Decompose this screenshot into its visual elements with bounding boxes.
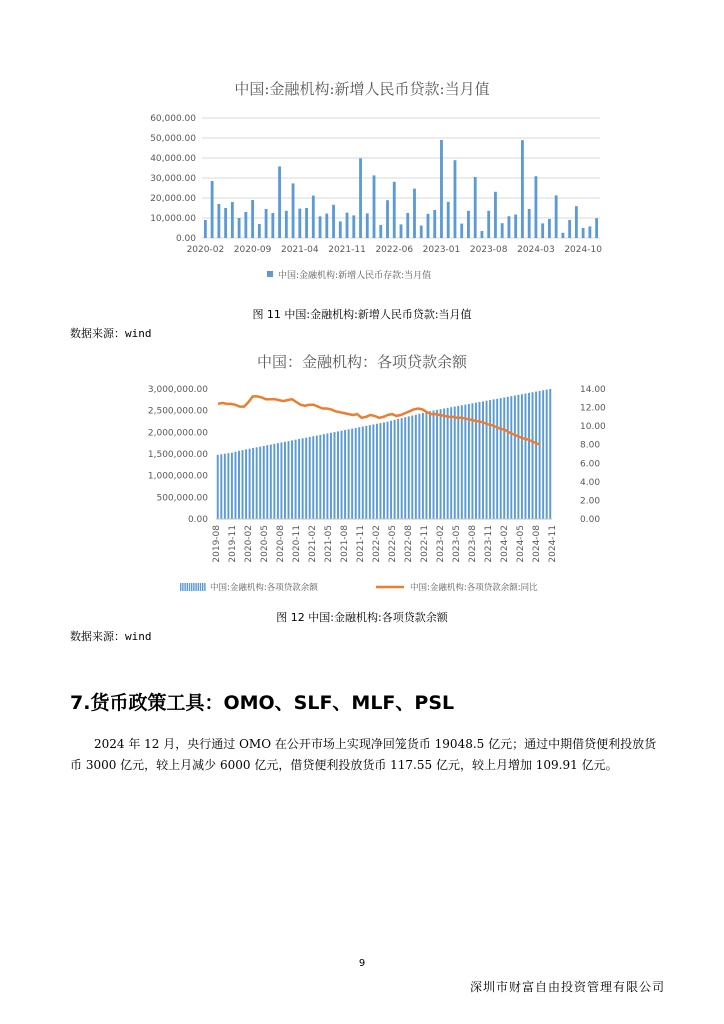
x-tick-label: 2022-11 bbox=[420, 525, 430, 563]
legend-swatch-bar bbox=[193, 583, 194, 591]
bar bbox=[422, 413, 424, 519]
bar bbox=[330, 433, 332, 519]
bar bbox=[549, 389, 551, 519]
bar bbox=[447, 408, 449, 519]
bar bbox=[280, 442, 282, 519]
bar bbox=[227, 453, 229, 519]
legend-label: 中国:金融机构:各项贷款余额:同比 bbox=[410, 583, 538, 593]
bar bbox=[373, 175, 376, 238]
y2-tick-label: 14.00 bbox=[580, 385, 606, 395]
bar bbox=[369, 425, 371, 519]
x-tick-label: 2020-09 bbox=[233, 245, 272, 255]
bar bbox=[231, 202, 234, 238]
bar bbox=[288, 441, 290, 519]
y2-tick-label: 12.00 bbox=[580, 403, 606, 414]
y-tick-label: 0.00 bbox=[175, 234, 196, 244]
bar bbox=[231, 453, 233, 519]
x-tick-label: 2021-11 bbox=[356, 525, 366, 563]
bar bbox=[481, 231, 484, 238]
y-tick-label: 1,000,000.00 bbox=[147, 471, 208, 482]
bar bbox=[461, 405, 463, 519]
bar bbox=[284, 442, 286, 519]
bar bbox=[242, 450, 244, 519]
bar bbox=[259, 447, 261, 519]
bar bbox=[541, 223, 544, 238]
x-tick-label: 2024-02 bbox=[500, 525, 510, 563]
y-tick-label: 40,000.00 bbox=[150, 154, 196, 164]
bar bbox=[383, 422, 385, 519]
bar bbox=[450, 407, 452, 519]
bar bbox=[204, 220, 207, 238]
x-tick-label: 2024-05 bbox=[516, 525, 526, 563]
bar bbox=[273, 444, 275, 519]
x-tick-label: 2023-08 bbox=[469, 245, 508, 255]
x-tick-label: 2020-05 bbox=[260, 525, 270, 563]
bar bbox=[568, 220, 571, 238]
legend-swatch-bar bbox=[200, 583, 201, 591]
bar bbox=[521, 140, 524, 238]
bar bbox=[535, 392, 537, 519]
bar bbox=[362, 427, 364, 519]
x-tick-label: 2021-04 bbox=[281, 245, 319, 255]
bar bbox=[234, 452, 236, 519]
y-tick-label: 2,000,000.00 bbox=[147, 428, 208, 439]
bar bbox=[436, 410, 438, 519]
bar bbox=[252, 448, 254, 519]
bar bbox=[534, 176, 537, 238]
bar bbox=[493, 399, 495, 519]
chart1-plot bbox=[130, 100, 610, 295]
bar bbox=[489, 400, 491, 519]
bar bbox=[305, 208, 308, 238]
bar bbox=[217, 204, 220, 238]
bar bbox=[258, 224, 261, 238]
legend-label: 中国:金融机构:新增人民币存款:当月值 bbox=[278, 271, 432, 281]
bar bbox=[443, 409, 445, 520]
y-tick-label: 2,500,000.00 bbox=[147, 406, 208, 417]
bar bbox=[298, 209, 301, 238]
y-tick-label: 10,000.00 bbox=[150, 214, 196, 224]
bar bbox=[415, 415, 417, 519]
bar bbox=[270, 445, 272, 519]
bar bbox=[548, 219, 551, 238]
bar bbox=[285, 211, 288, 238]
x-tick-label: 2022-06 bbox=[375, 245, 414, 255]
bar bbox=[277, 443, 279, 519]
y-tick-label: 20,000.00 bbox=[150, 194, 196, 204]
bar bbox=[251, 200, 254, 238]
bar bbox=[379, 423, 381, 519]
x-tick-label: 2023-05 bbox=[452, 525, 462, 563]
bar bbox=[278, 166, 281, 238]
bar bbox=[302, 438, 304, 519]
bar bbox=[312, 196, 315, 238]
bar bbox=[387, 422, 389, 519]
bar bbox=[528, 209, 531, 238]
y-tick-label: 30,000.00 bbox=[150, 174, 196, 184]
bar bbox=[555, 195, 558, 238]
bar bbox=[337, 431, 339, 519]
bar bbox=[440, 140, 443, 238]
bar bbox=[390, 421, 392, 519]
bar bbox=[508, 216, 511, 238]
chart1-caption: 图 11 中国:金融机构:新增人民币贷款:当月值 bbox=[252, 308, 472, 321]
bar bbox=[316, 436, 318, 519]
bar bbox=[454, 407, 456, 519]
data-source-1: 数据来源：wind bbox=[70, 327, 152, 340]
legend-swatch-bar bbox=[182, 583, 183, 591]
bar bbox=[406, 213, 409, 238]
y-tick-label: 1,500,000.00 bbox=[147, 450, 208, 460]
y2-tick-label: 8.00 bbox=[580, 440, 601, 451]
x-tick-label: 2023-11 bbox=[484, 525, 494, 563]
bar bbox=[366, 213, 369, 238]
bar bbox=[501, 223, 504, 238]
bar bbox=[265, 209, 268, 238]
x-tick-label: 2022-08 bbox=[404, 525, 414, 563]
bar bbox=[358, 427, 360, 519]
bar bbox=[295, 440, 297, 519]
bar bbox=[507, 397, 509, 519]
bar bbox=[542, 390, 544, 519]
bar bbox=[291, 440, 293, 519]
x-tick-label: 2023-01 bbox=[422, 245, 461, 255]
bar bbox=[379, 225, 382, 238]
bar bbox=[479, 402, 481, 519]
y-tick-label: 0.00 bbox=[187, 515, 208, 525]
bar bbox=[514, 215, 517, 238]
bar bbox=[427, 214, 430, 238]
bar bbox=[217, 455, 219, 519]
x-tick-label: 2024-10 bbox=[564, 245, 602, 255]
bar bbox=[418, 414, 420, 519]
legend-swatch-bar bbox=[180, 583, 181, 591]
bar bbox=[305, 438, 307, 519]
bar bbox=[312, 436, 314, 519]
bar bbox=[346, 213, 349, 238]
bar bbox=[334, 432, 336, 519]
bar bbox=[319, 435, 321, 519]
legend-swatch bbox=[267, 271, 273, 277]
bar bbox=[517, 395, 519, 519]
bar bbox=[525, 394, 527, 519]
bar bbox=[355, 428, 357, 519]
bar bbox=[588, 226, 591, 238]
bar bbox=[582, 228, 585, 238]
bar bbox=[256, 447, 258, 519]
bar bbox=[292, 183, 295, 238]
bar bbox=[344, 430, 346, 519]
bar bbox=[411, 416, 413, 519]
bar bbox=[394, 420, 396, 519]
bar bbox=[271, 213, 274, 238]
bar bbox=[263, 446, 265, 519]
footer-company: 深圳市财富自由投资管理有限公司 bbox=[470, 980, 666, 994]
bar bbox=[220, 454, 222, 519]
y2-tick-label: 10.00 bbox=[580, 422, 606, 433]
bar bbox=[372, 424, 374, 519]
legend-swatch-bar bbox=[191, 583, 192, 591]
bar bbox=[447, 202, 450, 238]
legend-swatch-bar bbox=[202, 583, 203, 591]
bar bbox=[238, 218, 241, 238]
x-tick-label: 2021-02 bbox=[308, 525, 318, 563]
bar bbox=[482, 401, 484, 519]
x-tick-label: 2020-08 bbox=[276, 525, 286, 563]
bar bbox=[561, 233, 564, 238]
bar bbox=[359, 158, 362, 238]
bar bbox=[433, 410, 435, 519]
legend-swatch-bar bbox=[184, 583, 185, 591]
y-tick-label: 500,000.00 bbox=[156, 493, 208, 504]
bar bbox=[487, 211, 490, 238]
bar bbox=[298, 439, 300, 519]
x-tick-label: 2021-05 bbox=[324, 525, 334, 563]
bar bbox=[454, 160, 457, 238]
bar bbox=[510, 396, 512, 519]
bar bbox=[468, 404, 470, 519]
bar bbox=[266, 445, 268, 519]
bar bbox=[595, 218, 598, 238]
y-tick-label: 3,000,000.00 bbox=[147, 385, 208, 395]
x-tick-label: 2022-05 bbox=[388, 525, 398, 563]
x-tick-label: 2021-11 bbox=[328, 245, 366, 255]
bar bbox=[457, 406, 459, 519]
x-tick-label: 2023-02 bbox=[436, 525, 446, 563]
x-tick-label: 2021-08 bbox=[340, 525, 350, 563]
bar bbox=[400, 224, 403, 238]
x-tick-label: 2024-03 bbox=[517, 245, 555, 255]
legend-swatch-bar bbox=[195, 583, 196, 591]
bar bbox=[404, 417, 406, 519]
bar bbox=[539, 391, 541, 519]
bar bbox=[460, 224, 463, 238]
bar bbox=[500, 398, 502, 519]
y-tick-label: 50,000.00 bbox=[150, 134, 196, 144]
bar bbox=[514, 396, 516, 520]
bar bbox=[224, 454, 226, 519]
bar bbox=[309, 437, 311, 519]
bar bbox=[341, 431, 343, 519]
x-tick-label: 2020-02 bbox=[244, 525, 254, 563]
bar bbox=[352, 215, 355, 238]
bar bbox=[429, 411, 431, 519]
bar bbox=[397, 419, 399, 519]
bar bbox=[386, 200, 389, 238]
x-tick-label: 2024-08 bbox=[532, 525, 542, 563]
y2-tick-label: 0.00 bbox=[580, 515, 601, 525]
bar bbox=[332, 205, 335, 238]
x-tick-label: 2020-02 bbox=[186, 245, 225, 255]
bar bbox=[532, 392, 534, 519]
section-heading: 7.货币政策工具：OMO、SLF、MLF、PSL bbox=[70, 692, 455, 714]
x-tick-label: 2019-11 bbox=[228, 525, 238, 563]
y2-tick-label: 4.00 bbox=[580, 477, 601, 488]
x-tick-label: 2019-08 bbox=[212, 525, 222, 563]
bar bbox=[474, 177, 477, 238]
page-number: 9 bbox=[358, 958, 366, 969]
y2-tick-label: 2.00 bbox=[580, 496, 601, 507]
legend-swatch-bar bbox=[187, 583, 188, 591]
bar bbox=[393, 182, 396, 238]
y-tick-label: 60,000.00 bbox=[150, 114, 196, 124]
bar bbox=[464, 405, 466, 519]
yoy-line bbox=[218, 396, 540, 444]
chart2-caption: 图 12 中国:金融机构:各项贷款余额 bbox=[276, 611, 448, 624]
bar bbox=[440, 409, 442, 519]
bar bbox=[325, 214, 328, 238]
bar bbox=[494, 192, 497, 238]
bar bbox=[326, 433, 328, 519]
bar bbox=[224, 208, 227, 238]
bar bbox=[319, 216, 322, 238]
bar bbox=[420, 226, 423, 238]
bar bbox=[433, 210, 436, 238]
bar bbox=[575, 206, 578, 238]
x-tick-label: 2023-08 bbox=[468, 525, 478, 563]
chart1-title: 中国:金融机构:新增人民币贷款:当月值 bbox=[234, 80, 490, 98]
bar bbox=[245, 449, 247, 519]
bar bbox=[413, 189, 416, 238]
legend-swatch-bar bbox=[204, 583, 205, 591]
legend-label: 中国:金融机构:各项贷款余额 bbox=[210, 583, 318, 593]
x-tick-label: 2024-11 bbox=[548, 525, 558, 563]
bar bbox=[528, 393, 530, 519]
x-tick-label: 2020-11 bbox=[292, 525, 302, 563]
chart2-plot bbox=[120, 375, 606, 600]
bar bbox=[365, 426, 367, 519]
bar bbox=[249, 449, 251, 519]
legend-swatch-bar bbox=[189, 583, 190, 591]
bar bbox=[401, 418, 403, 519]
y2-tick-label: 6.00 bbox=[580, 459, 601, 470]
bar bbox=[348, 429, 350, 519]
bar bbox=[496, 399, 498, 519]
bar bbox=[521, 394, 523, 519]
bar bbox=[323, 434, 325, 519]
bar bbox=[486, 401, 488, 519]
bar bbox=[467, 211, 470, 238]
bar bbox=[211, 181, 214, 238]
bar bbox=[376, 424, 378, 519]
x-tick-label: 2022-02 bbox=[372, 525, 382, 563]
legend-swatch-bar bbox=[198, 583, 199, 591]
data-source-2: 数据来源：wind bbox=[70, 630, 152, 643]
bar bbox=[425, 412, 427, 519]
bar bbox=[244, 212, 247, 238]
bar bbox=[546, 390, 548, 519]
chart2-title: 中国：金融机构：各项贷款余额 bbox=[256, 353, 467, 371]
bar bbox=[339, 221, 342, 238]
body-paragraph: 2024 年 12 月，央行通过 OMO 在公开市场上实现净回笼货币 19048.5 亿元；通过中期借贷便利投放货币 3000 亿元，较上月减少 6000 亿元，借贷便利投放货币 117.55 亿元，较上月增加 109.91 亿元。 bbox=[70, 737, 657, 772]
bar bbox=[351, 429, 353, 519]
bar bbox=[503, 397, 505, 519]
bar bbox=[238, 451, 240, 519]
bar bbox=[408, 416, 410, 519]
